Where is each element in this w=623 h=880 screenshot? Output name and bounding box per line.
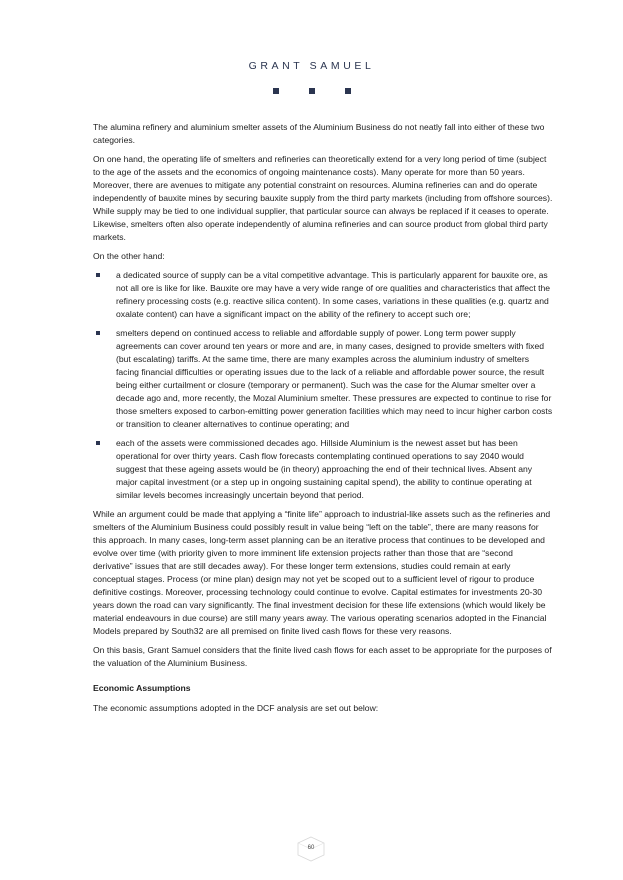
- bullet-list: [93, 269, 553, 502]
- logo-square-icon: [273, 88, 279, 94]
- section-heading: Economic Assumptions: [93, 683, 191, 693]
- page-number: 60: [307, 845, 315, 851]
- paragraph: On the other hand:: [93, 251, 165, 261]
- logo-squares: [0, 88, 623, 94]
- bullet-square-icon: [96, 441, 100, 445]
- paragraph: On this basis, Grant Samuel considers that the finite lived cash flows for each asset to be appropriate for the purposes of the valuation of the Aluminium Business.: [93, 645, 552, 668]
- paragraph: While an argument could be made that applying a “finite life” approach to industrial-like assets such as the refineries and smelters of the Aluminium Business could possibly result in value being “left on the table”, there are many reasons for this approach. In many cases, long-term asset planning can be an iterative process that continues to be developed and evolve over time (with priority given to more imminent life extension projects rather than those that are “second derivative” issues that are still decades away). For these longer term extensions, studies could remain at early conceptual stages. Process (or mine plan) design may not yet be scoped out to a sufficient level of rigour to produce definitive costings. Moreover, processing technology could continue to evolve. Capital estimates for investments 20-30 years down the road can vary significantly. The final investment decision for these life extensions (which would likely be material endeavours in due course) are still many years away. The various operating scenarios adopted in the Financial Models prepared by South32 are all premised on finite lived cash flows for these very reasons.: [93, 509, 551, 636]
- list-item: [93, 269, 553, 321]
- list-item: [93, 327, 553, 431]
- bullet-square-icon: [96, 273, 100, 277]
- list-item-text: smelters depend on continued access to reliable and affordable supply of power. Long term power supply agreements can cover around ten years or more and are, in many cases, designed to provide smelters with fixed (but escalating) tariffs. At the same time, there are many examples across the aluminium industry of smelters facing financial difficulties or operating issues due to the lack of a reliable and affordable power source, the result being either curtailment or closure (temporary or permanent). Such was the case for the Alumar smelter over a decade ago and, more recently, the Mozal Aluminium smelter. These pressures are expected to continue to rise for those smelters exposed to carbon-emitting power generation facilities which may need to incur higher carbon costs or transition to cleaner alternatives to continue operating; and: [116, 328, 553, 429]
- document-body: [93, 121, 553, 721]
- list-item-text: each of the assets were commissioned decades ago. Hillside Aluminium is the newest asset but has been operational for over thirty years. Cash flow forecasts contemplating continued operations to say 2040 would suggest that these ageing assets would be (in theory) approaching the end of their technical lives. Absent any major capital investment (or a step up in ongoing sustaining capital spend), the ability to continue operating at similar levels becomes increasingly uncertain beyond that period.: [116, 438, 533, 500]
- page-header: [0, 60, 623, 94]
- list-item: [93, 437, 553, 502]
- logo-square-icon: [345, 88, 351, 94]
- bullet-square-icon: [96, 331, 100, 335]
- paragraph: On one hand, the operating life of smelters and refineries can theoretically extend for a very long period of time (subject to the age of the assets and the economics of ongoing maintenance costs). Many operate for more than 50 years. Moreover, there are avenues to mitigate any potential constraint on resources. Alumina refineries can and do operate independently of bauxite mines by securing bauxite supply from the third party markets (including from offshore sources). While supply may be tied to one individual supplier, that particular source can always be replaced if it ceases to operate. Likewise, smelters often also operate independently of alumina refineries and can source product from global third party markets.: [93, 154, 553, 242]
- paragraph: The economic assumptions adopted in the DCF analysis are set out below:: [93, 703, 379, 713]
- logo-square-icon: [309, 88, 315, 94]
- list-item-text: a dedicated source of supply can be a vital competitive advantage. This is particularly apparent for bauxite ore, as not all ore is like for like. Bauxite ore may have a very wide range of ore qualities and characteristics that affect the refinery processing costs (e.g. reactive silica content). In some cases, variations in these qualities (e.g. quartz and oxalate content) can have a significant impact on the ability of the refinery to accept such ore;: [116, 270, 551, 319]
- paragraph: The alumina refinery and aluminium smelter assets of the Aluminium Business do not neatly fall into either of these two categories.: [93, 122, 545, 145]
- grant-samuel-logo: GRANT SAMUEL: [248, 60, 375, 72]
